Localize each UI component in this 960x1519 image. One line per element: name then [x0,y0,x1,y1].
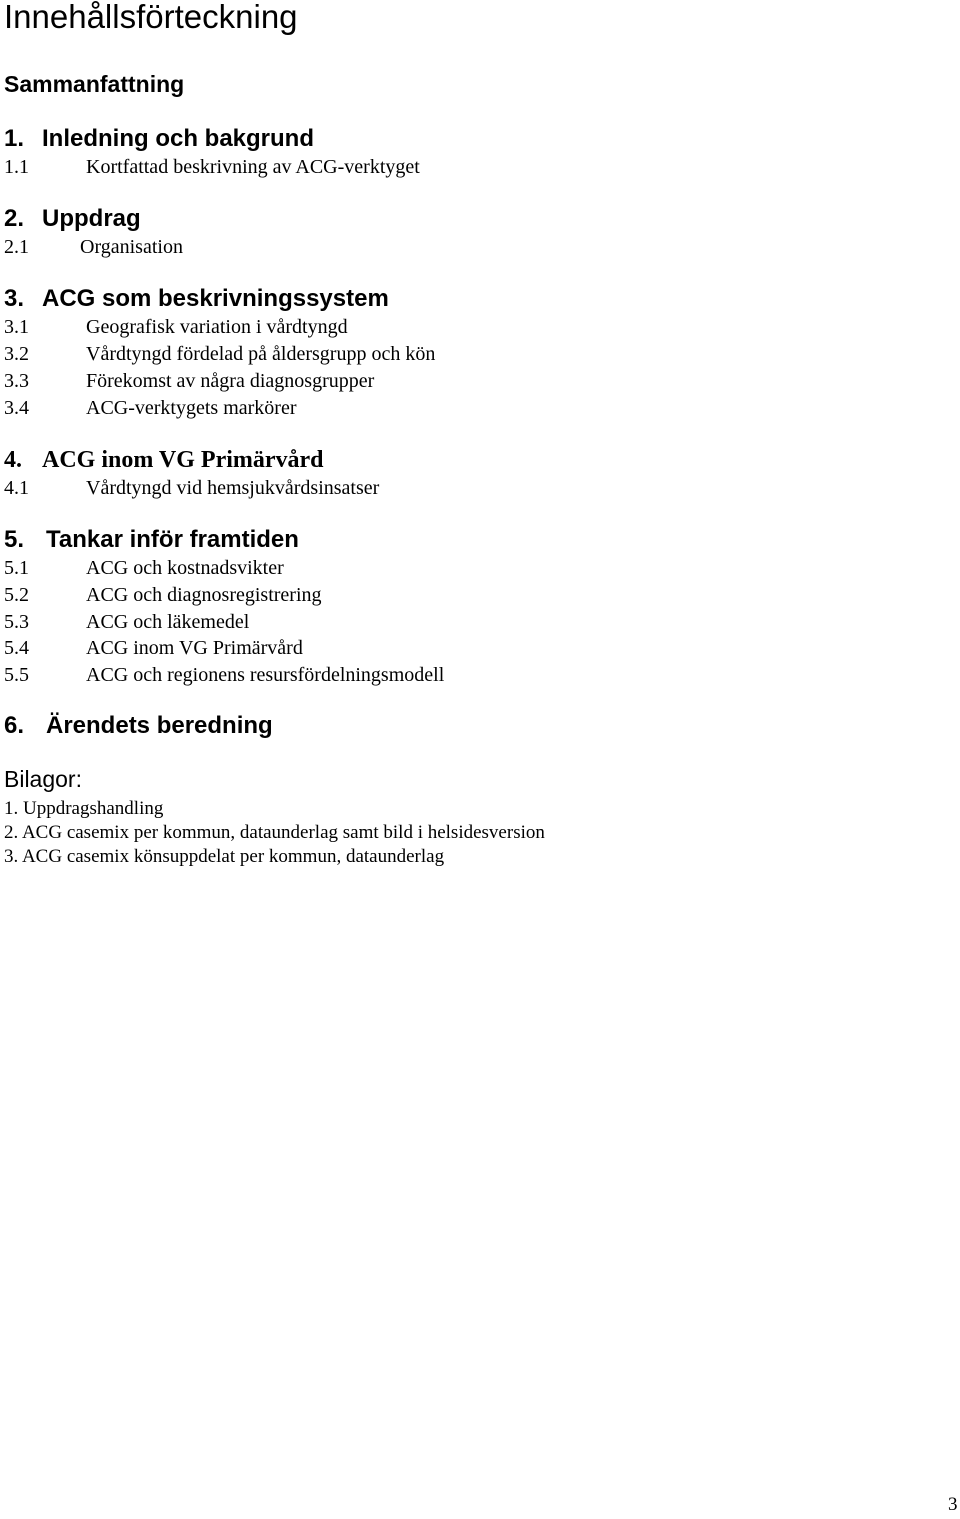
section-number: 3. [4,285,25,312]
section-title: ACG som beskrivningssystem [42,285,389,312]
item-title: ACG inom VG Primärvård [86,637,303,659]
item-title: Kortfattad beskrivning av ACG-verktyget [86,156,420,178]
item-title: ACG och kostnadsvikter [86,557,284,579]
attachment-item-3: 3. ACG casemix könsuppdelat per kommun, dataunderlag [4,846,445,867]
item-number: 5.1 [4,557,29,579]
item-number: 5.5 [4,664,29,686]
section-number: 2. [4,205,25,232]
attachment-item-1: 1. Uppdragshandling [4,798,164,819]
section-number: 1. [4,125,25,152]
section-title: Tankar inför framtiden [46,526,299,553]
toc-summary: Sammanfattning [4,71,185,97]
item-number: 4.1 [4,477,29,499]
toc-section-2-heading [4,207,141,231]
toc-section-1-heading [4,127,314,151]
section-title: ACG inom VG Primärvård [42,447,324,473]
toc-section-3-heading [4,287,389,311]
section-title: Ärendets beredning [46,712,273,739]
item-number: 3.1 [4,316,29,338]
item-title: Vårdtyngd vid hemsjukvårdsinsatser [86,477,380,499]
section-title: Inledning och bakgrund [42,125,314,152]
attachment-item-2: 2. ACG casemix per kommun, dataunderlag samt bild i helsidesversion [4,822,545,843]
item-title: ACG och diagnosregistrering [86,584,322,606]
section-number: 5. [4,526,25,553]
item-title: ACG och regionens resursfördelningsmodell [86,664,445,686]
item-title: Organisation [80,236,183,258]
item-number: 5.3 [4,611,29,633]
section-number: 6. [4,712,25,739]
item-number: 3.4 [4,397,29,419]
item-title: Geografisk variation i vårdtyngd [86,316,348,338]
page-number: 3 [948,1494,958,1515]
item-number: 3.3 [4,370,29,392]
document-title: Innehållsförteckning [4,0,298,35]
item-number: 5.4 [4,637,29,659]
item-title: ACG-verktygets markörer [86,397,297,419]
toc-section-6-heading [4,714,273,738]
attachments-heading: Bilagor: [4,766,82,792]
section-number: 4. [4,447,22,473]
item-title: ACG och läkemedel [86,611,250,633]
item-title: Förekomst av några diagnosgrupper [86,370,375,392]
item-number: 5.2 [4,584,29,606]
item-number: 3.2 [4,343,29,365]
item-number: 1.1 [4,156,29,178]
toc-section-4-heading [4,448,324,472]
item-number: 2.1 [4,236,29,258]
section-title: Uppdrag [42,205,141,232]
item-title: Vårdtyngd fördelad på åldersgrupp och kön [86,343,436,365]
toc-section-5-heading [4,528,299,552]
